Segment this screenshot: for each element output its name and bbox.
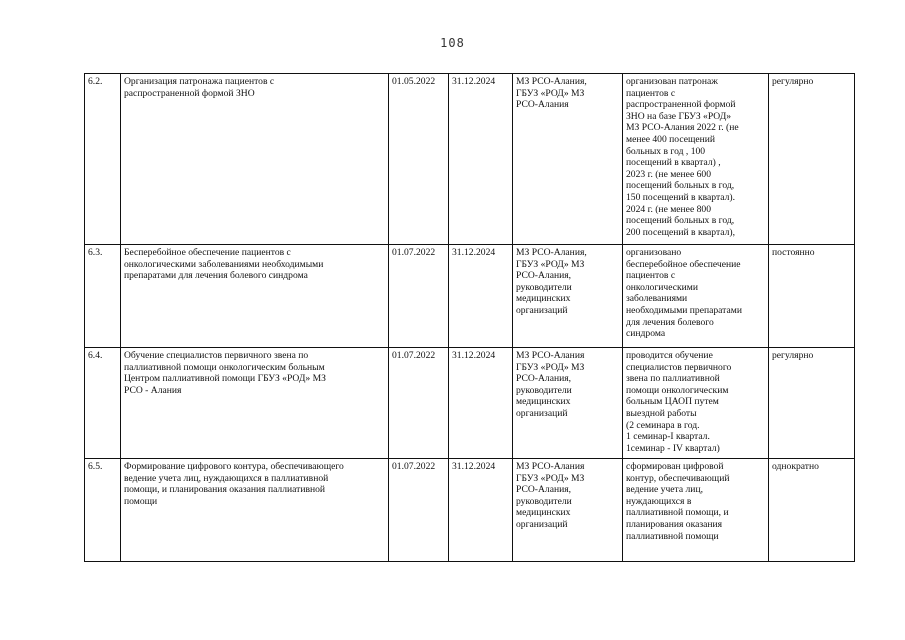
- item-number: 6.2.: [85, 74, 121, 245]
- start-date: 01.07.2022: [389, 348, 449, 459]
- item-number: 6.4.: [85, 348, 121, 459]
- start-date: 01.07.2022: [389, 245, 449, 348]
- table-row: [85, 459, 855, 562]
- expected-result: организовано бесперебойное обеспечение пациентов с онкологическими заболеваниями необходимыми препаратами для лечения болевого синдрома: [623, 245, 769, 348]
- expected-result: сформирован цифровой контур, обеспечивающий ведение учета лиц, нуждающихся в паллиативной помощи, и планирования оказания паллиативной помощи: [623, 459, 769, 562]
- frequency: постоянно: [769, 245, 855, 348]
- start-date: 01.07.2022: [389, 459, 449, 562]
- item-number: 6.3.: [85, 245, 121, 348]
- end-date: 31.12.2024: [449, 348, 513, 459]
- responsible: МЗ РСО-Алания ГБУЗ «РОД» МЗ РСО-Алания, руководители медицинских организаций: [513, 348, 623, 459]
- responsible: МЗ РСО-Алания, ГБУЗ «РОД» МЗ РСО-Алания: [513, 74, 623, 245]
- end-date: 31.12.2024: [449, 74, 513, 245]
- table-row: [85, 245, 855, 348]
- page-number: 108: [440, 36, 465, 50]
- activity-name: Бесперебойное обеспечение пациентов с онкологическими заболеваниями необходимыми препаратами для лечения болевого синдрома: [121, 245, 389, 348]
- expected-result: проводится обучение специалистов первичного звена по паллиативной помощи онкологическим больным ЦАОП путем выездной работы (2 семинара в год. 1 семинар-I квартал. 1семинар - IV квартал): [623, 348, 769, 459]
- activity-name: Обучение специалистов первичного звена по паллиативной помощи онкологическим больным Центром паллиативной помощи ГБУЗ «РОД» МЗ РСО - Алания: [121, 348, 389, 459]
- plan-table: [84, 73, 855, 562]
- expected-result: организован патронаж пациентов с распространенной формой ЗНО на базе ГБУЗ «РОД» МЗ РСО-Алания 2022 г. (не менее 400 посещений больных в год , 100 посещений в квартал) , 2023 г. (не менее 600 посещений больных в год, 150 посещений в квартал). 2024 г. (не менее 800 посещений больных в год, 200 посещений в квартал),: [623, 74, 769, 245]
- frequency: регулярно: [769, 74, 855, 245]
- item-number: 6.5.: [85, 459, 121, 562]
- end-date: 31.12.2024: [449, 459, 513, 562]
- table-row: [85, 74, 855, 245]
- responsible: МЗ РСО-Алания, ГБУЗ «РОД» МЗ РСО-Алания, руководители медицинских организаций: [513, 245, 623, 348]
- start-date: 01.05.2022: [389, 74, 449, 245]
- end-date: 31.12.2024: [449, 245, 513, 348]
- activity-name: Формирование цифрового контура, обеспечивающего ведение учета лиц, нуждающихся в паллиативной помощи, и планирования оказания паллиативной помощи: [121, 459, 389, 562]
- activity-name: Организация патронажа пациентов с распространенной формой ЗНО: [121, 74, 389, 245]
- frequency: регулярно: [769, 348, 855, 459]
- responsible: МЗ РСО-Алания ГБУЗ «РОД» МЗ РСО-Алания, руководители медицинских организаций: [513, 459, 623, 562]
- table-row: [85, 348, 855, 459]
- frequency: однократно: [769, 459, 855, 562]
